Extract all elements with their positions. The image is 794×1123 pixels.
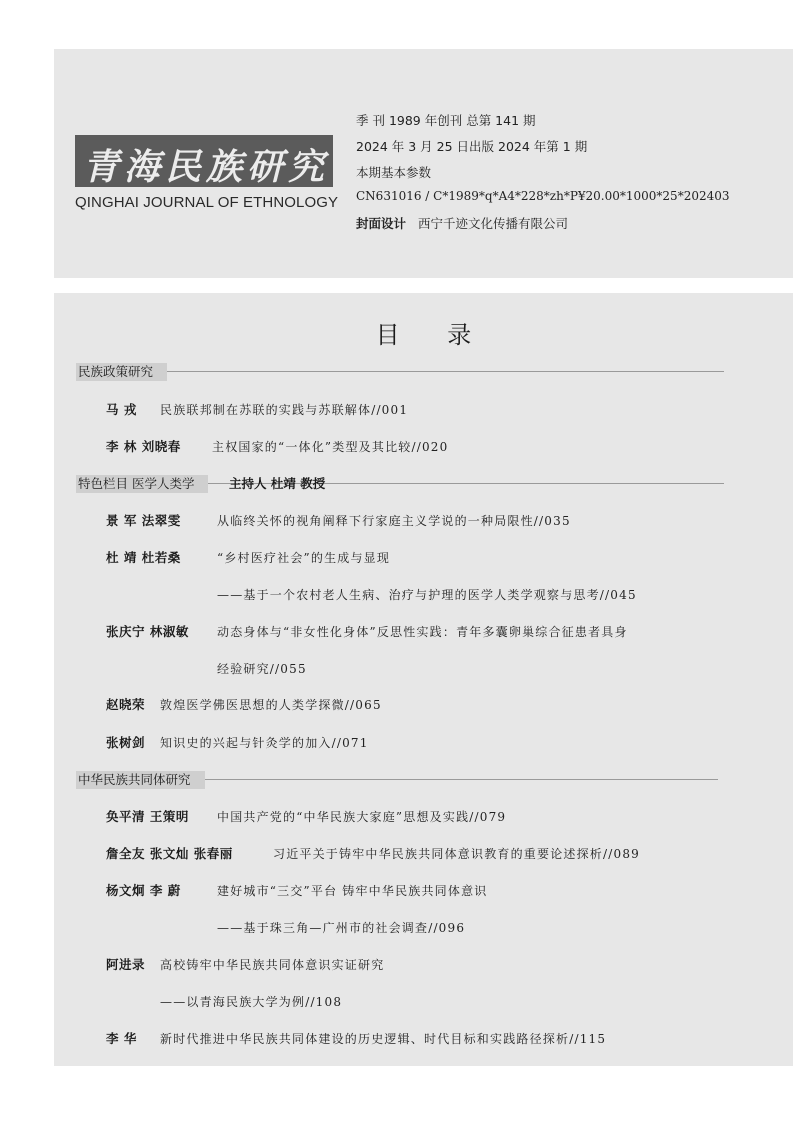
issue-frequency: 季 刊 1989 年创刊 总第 141 期 [356, 113, 536, 128]
section-divider [76, 371, 724, 372]
article-author: 赵晓荣 [106, 697, 146, 712]
article-title[interactable]: 民族联邦制在苏联的实践与苏联解体//001 [160, 403, 409, 417]
section-label: 特色栏目 医学人类学 [76, 475, 208, 493]
article-title[interactable]: 从临终关怀的视角阐释下行家庭主义学说的一种局限性//035 [217, 514, 571, 528]
cover-design-value: 西宁千迹文化传播有限公司 [418, 216, 569, 231]
section-host: 主持人 杜靖 教授 [229, 476, 326, 491]
article-title[interactable]: 高校铸牢中华民族共同体意识实证研究 [160, 958, 385, 972]
article-title[interactable]: 动态身体与“非女性化身体”反思性实践：青年多囊卵巢综合征患者具身 [217, 625, 628, 639]
cover-design-label: 封面设计 [356, 216, 407, 231]
article-author: 李 华 [106, 1031, 137, 1046]
issue-params-label: 本期基本参数 [356, 165, 432, 180]
article-author: 景 军 法翠雯 [106, 513, 181, 528]
section-header [76, 475, 724, 493]
article-title[interactable]: 知识史的兴起与针灸学的加入//071 [160, 736, 369, 750]
cover-design [356, 214, 568, 232]
article-author: 詹全友 张文灿 张春丽 [106, 846, 233, 861]
article-subtitle: ——以青海民族大学为例//108 [160, 995, 343, 1009]
article-author: 奂平清 王策明 [106, 809, 189, 824]
article-title[interactable]: 习近平关于铸牢中华民族共同体意识教育的重要论述探析//089 [273, 847, 640, 861]
table-of-contents [54, 293, 793, 1066]
section-header [76, 771, 718, 789]
journal-english-title: QINGHAI JOURNAL OF ETHNOLOGY [75, 194, 339, 211]
article-author: 马 戎 [106, 402, 137, 417]
article-author: 杜 靖 杜若桑 [106, 550, 181, 565]
article-title[interactable]: “乡村医疗社会”的生成与显现 [217, 551, 391, 565]
article-title[interactable]: 主权国家的“一体化”类型及其比较//020 [212, 440, 449, 454]
section-label: 中华民族共同体研究 [76, 771, 205, 789]
section-label: 民族政策研究 [76, 363, 167, 381]
article-author: 杨文炯 李 蔚 [106, 883, 181, 898]
article-author: 李 林 刘晓春 [106, 439, 181, 454]
article-title[interactable]: 敦煌医学佛医思想的人类学探微//065 [160, 698, 382, 712]
article-author: 阿进录 [106, 957, 146, 972]
toc-title: 目 录 [375, 321, 492, 349]
article-author: 张庆宁 林淑敏 [106, 624, 189, 639]
section-header [76, 363, 724, 381]
article-subtitle: 经验研究//055 [217, 662, 307, 676]
issue-params: CN631016 / C*1989*q*A4*228*zh*P¥20.00*1000*25*202403 [356, 189, 730, 203]
article-title[interactable]: 中国共产党的“中华民族大家庭”思想及实践//079 [217, 810, 507, 824]
journal-header [54, 49, 793, 278]
journal-logo [75, 135, 333, 187]
article-title[interactable]: 新时代推进中华民族共同体建设的历史逻辑、时代目标和实践路径探析//115 [160, 1032, 607, 1046]
article-subtitle: ——基于一个农村老人生病、治疗与护理的医学人类学观察与思考//045 [217, 588, 637, 602]
journal-chinese-title: 青海民族研究 [83, 146, 330, 188]
issue-date: 2024 年 3 月 25 日出版 2024 年第 1 期 [356, 139, 588, 154]
article-title[interactable]: 建好城市“三交”平台 铸牢中华民族共同体意识 [217, 884, 488, 898]
article-author: 张树剑 [106, 735, 146, 750]
article-subtitle: ——基于珠三角—广州市的社会调查//096 [217, 921, 466, 935]
